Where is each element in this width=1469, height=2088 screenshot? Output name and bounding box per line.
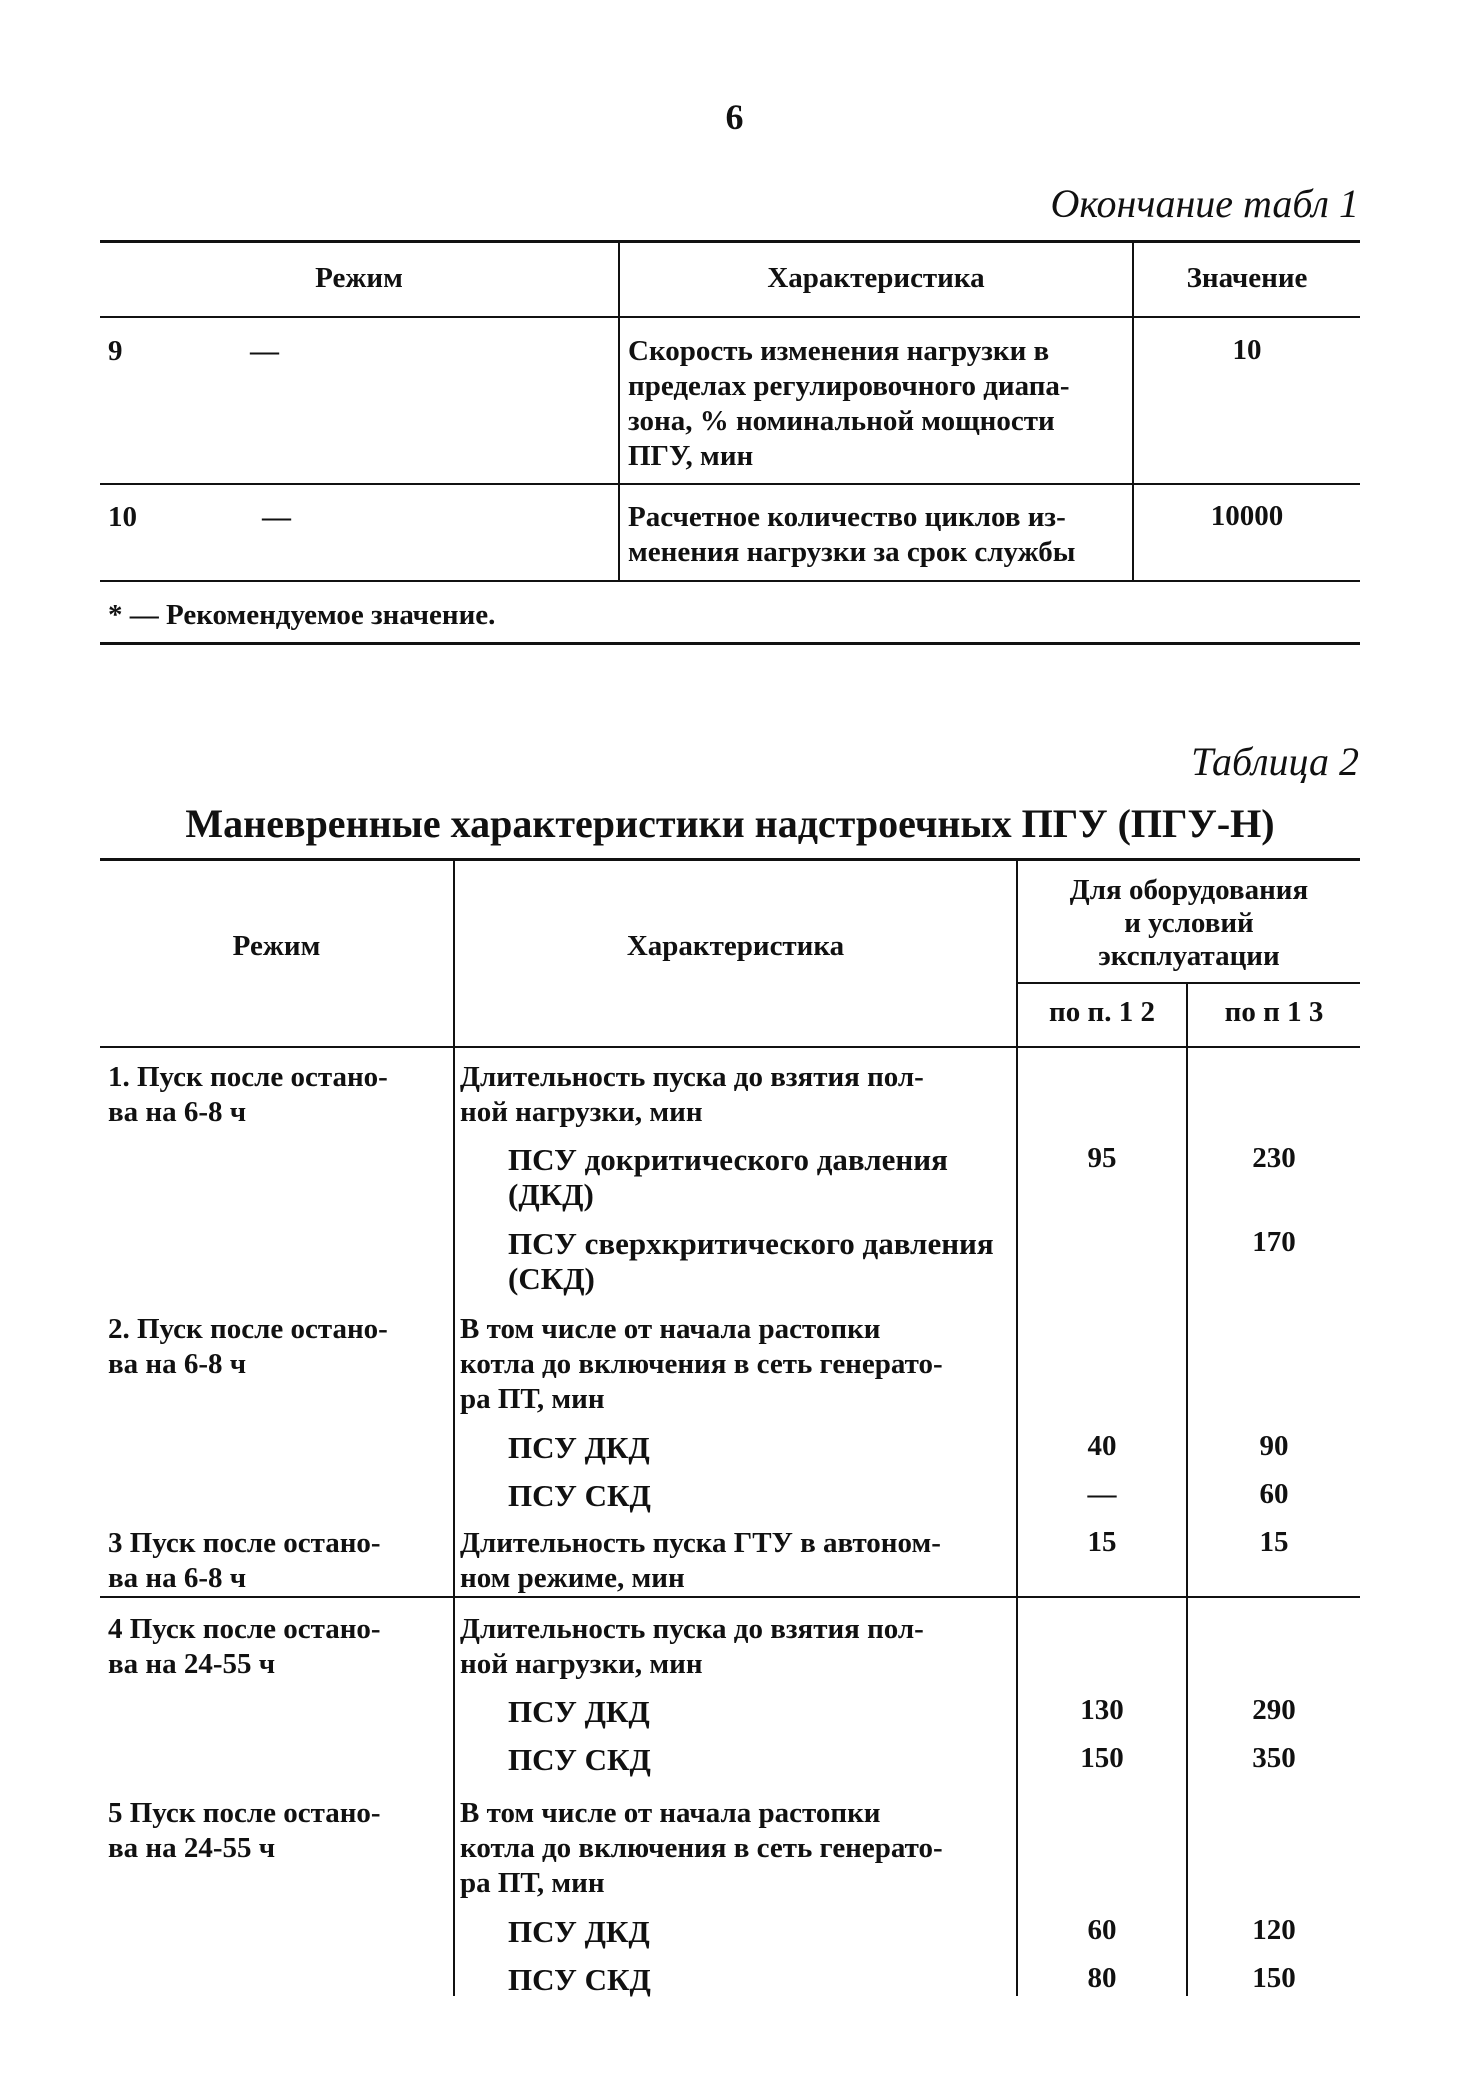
table1-bottom-rule <box>100 580 1360 582</box>
subrow-label: ПСУ СКД <box>508 1742 651 1777</box>
row-mode: — <box>250 335 279 367</box>
row-characteristic-line: зона, % номинальной мощности <box>628 405 1055 437</box>
section-mode-line: 4 Пуск после остано- <box>108 1613 381 1645</box>
row-characteristic-line: пределах регулировочного диапа- <box>628 370 1070 402</box>
section-characteristic-line: ра ПТ, мин <box>460 1383 605 1415</box>
table2-group-rule <box>1016 982 1360 984</box>
table2-header-col1: по п. 1 2 <box>1049 996 1155 1028</box>
section-mode-line: ва на 6-8 ч <box>108 1096 247 1128</box>
table1-header-rule <box>100 316 1360 318</box>
section-characteristic-line: В том числе от начала растопки <box>460 1313 881 1345</box>
table2-section-rule <box>100 1596 1360 1598</box>
table1-header-value: Значение <box>1186 262 1308 294</box>
table1-header-mode: Режим <box>315 262 403 294</box>
subrow-value-col2: 60 <box>1259 1478 1289 1510</box>
subrow-value-col1: 95 <box>1087 1142 1117 1174</box>
section-mode-line: 2. Пуск после остано- <box>108 1313 388 1345</box>
row-characteristic-line: менения нагрузки за срок службы <box>628 536 1076 568</box>
subrow-value-col2: 90 <box>1259 1430 1289 1462</box>
subrow-value-col2: 170 <box>1252 1226 1296 1258</box>
subrow-value-col2: 230 <box>1252 1142 1296 1174</box>
section-mode-line: ва на 6-8 ч <box>108 1348 247 1380</box>
section-mode-line: 3 Пуск после остано- <box>108 1527 381 1559</box>
table2-header-col2: по п 1 3 <box>1224 996 1324 1028</box>
row-characteristic-line: ПГУ, мин <box>628 440 754 472</box>
subrow-label: ПСУ сверхкритического давления <box>508 1226 994 1261</box>
table2-header-characteristic: Характеристика <box>626 930 845 962</box>
section-characteristic-line: Длительность пуска ГТУ в автоном- <box>460 1527 941 1559</box>
row-mode: — <box>262 501 291 533</box>
row-number: 10 <box>108 501 137 533</box>
table1-top-rule <box>100 240 1360 243</box>
subrow-label: (ДКД) <box>508 1177 594 1212</box>
section-characteristic-line: ра ПТ, мин <box>460 1867 605 1899</box>
subrow-value-col1: 130 <box>1080 1694 1124 1726</box>
table1-row-rule <box>100 483 1360 485</box>
subrow-label: ПСУ ДКД <box>508 1694 650 1729</box>
table2-header-group-line: эксплуатации <box>1098 940 1280 972</box>
table2-header-rule <box>100 1046 1360 1048</box>
subrow-label: ПСУ СКД <box>508 1962 651 1997</box>
section-mode-line: ва на 6-8 ч <box>108 1562 247 1594</box>
section-characteristic-line: Длительность пуска до взятия пол- <box>460 1613 924 1645</box>
section-characteristic-line: ном режиме, мин <box>460 1562 685 1594</box>
subrow-value-col1: 80 <box>1087 1962 1117 1994</box>
subrow-value-col1: 60 <box>1087 1914 1117 1946</box>
table1-header-characteristic: Характеристика <box>767 262 985 294</box>
section-characteristic-line: ной нагрузки, мин <box>460 1648 703 1680</box>
row-number: 9 <box>108 335 123 367</box>
section-value-col1: 15 <box>1087 1526 1117 1558</box>
page-number: 6 <box>725 97 744 137</box>
subrow-value-col2: 150 <box>1252 1962 1296 1994</box>
section-characteristic-line: В том числе от начала растопки <box>460 1797 881 1829</box>
section-characteristic-line: Длительность пуска до взятия пол- <box>460 1061 924 1093</box>
table1-footnote-rule <box>100 642 1360 645</box>
table2-caption: Таблица 2 <box>1191 739 1359 784</box>
subrow-value-col1: 150 <box>1080 1742 1124 1774</box>
subrow-value-col2: 350 <box>1252 1742 1296 1774</box>
row-value: 10000 <box>1210 500 1284 532</box>
table2-title: Маневренные характеристики надстроечных ПГУ (ПГУ-Н) <box>185 801 1275 846</box>
section-mode-line: ва на 24-55 ч <box>108 1832 276 1864</box>
section-characteristic-line: котла до включения в сеть генерато- <box>460 1832 943 1864</box>
section-characteristic-line: ной нагрузки, мин <box>460 1096 703 1128</box>
section-mode-line: ва на 24-55 ч <box>108 1648 276 1680</box>
subrow-label: ПСУ СКД <box>508 1478 651 1513</box>
subrow-label: ПСУ докритического давления <box>508 1142 948 1177</box>
subrow-value-col1: — <box>1087 1478 1117 1510</box>
table2-col-divider-1 <box>453 858 455 1996</box>
table2-header-group-line: и условий <box>1124 907 1254 939</box>
table1-footnote: * — Рекомендуемое значение. <box>108 599 496 631</box>
row-characteristic-line: Расчетное количество циклов из- <box>628 501 1066 533</box>
subrow-value-col2: 120 <box>1252 1914 1296 1946</box>
section-value-col2: 15 <box>1259 1526 1289 1558</box>
subrow-label: ПСУ ДКД <box>508 1430 650 1465</box>
subrow-label: ПСУ ДКД <box>508 1914 650 1949</box>
subrow-label: (СКД) <box>508 1261 595 1296</box>
section-mode-line: 1. Пуск после остано- <box>108 1061 388 1093</box>
row-value: 10 <box>1232 334 1262 366</box>
table2-header-group-line: Для оборудования <box>1069 874 1309 906</box>
table2-header-mode: Режим <box>232 930 321 962</box>
row-characteristic-line: Скорость изменения нагрузки в <box>628 335 1050 367</box>
section-mode-line: 5 Пуск после остано- <box>108 1797 381 1829</box>
subrow-value-col2: 290 <box>1252 1694 1296 1726</box>
section-characteristic-line: котла до включения в сеть генерато- <box>460 1348 943 1380</box>
table2-top-rule <box>100 858 1360 861</box>
subrow-value-col1: 40 <box>1087 1430 1117 1462</box>
table1-caption: Окончание табл 1 <box>1050 181 1359 226</box>
